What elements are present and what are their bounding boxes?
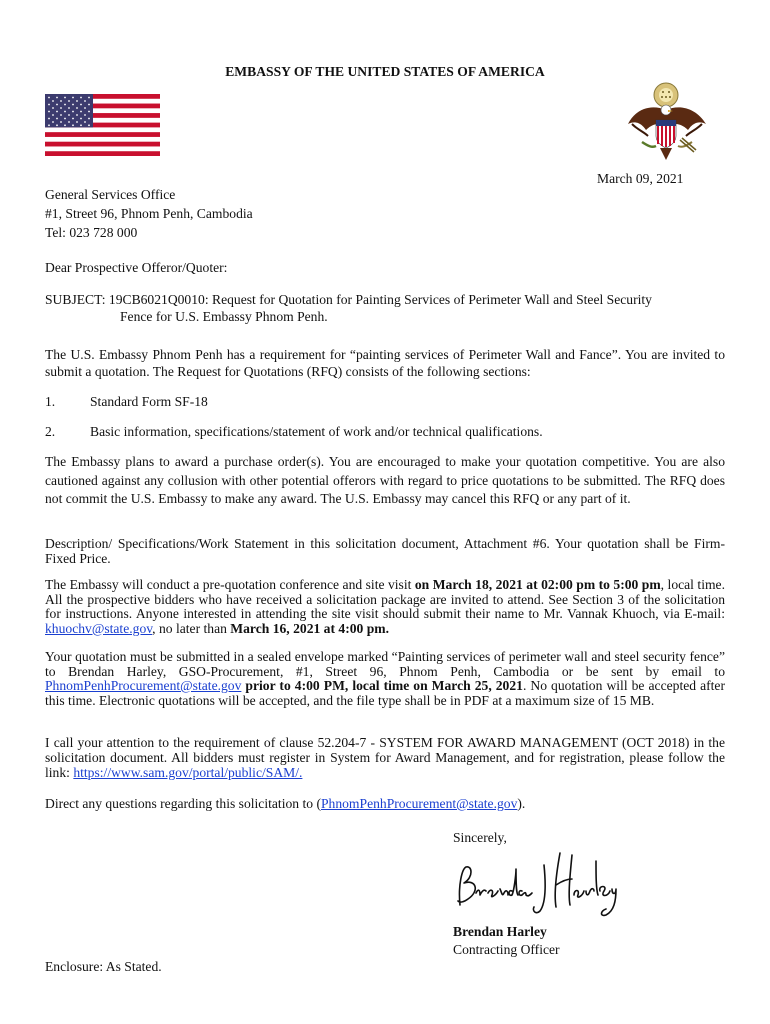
signer-name: Brendan Harley: [453, 924, 547, 939]
conference-deadline-prefix: , no later than: [152, 620, 231, 636]
office-tel: Tel: 023 728 000: [45, 225, 138, 240]
letter-date: March 09, 2021: [597, 171, 684, 186]
sam-paragraph: [45, 735, 725, 780]
list-item-number: 2.: [45, 424, 56, 439]
conference-intro: The Embassy will conduct a pre-quotation conference and site visit: [45, 577, 415, 592]
questions-paragraph: [45, 795, 725, 812]
submission-intro: Your quotation must be submitted in a sealed envelope marked “Painting services of perimeter wall and steel security fence” to Brendan Harley, GSO-Procurement, #1, Street 96, Phnom Penh, Cambodia or be sent by email to: [45, 649, 725, 679]
office-address: [45, 186, 253, 243]
list-item-text: Standard Form SF-18: [90, 394, 208, 409]
closing-sincerely: Sincerely,: [453, 830, 507, 845]
award-paragraph: The Embassy plans to award a purchase order(s). You are encouraged to make your quotation competitive. You are also cautioned against any collusion with other potential offerors with regard to price quotations to be submitted. The RFQ does not commit the U.S. Embassy to make any award. The U.S. Embassy may cancel this RFQ or any part of it.: [45, 454, 725, 506]
list-item-number: 1.: [45, 394, 56, 409]
conference-paragraph: [45, 578, 725, 636]
signer-title: Contracting Officer: [453, 942, 560, 957]
eagle-seal-icon: [622, 80, 712, 162]
us-flag-icon: [45, 94, 160, 156]
salutation: Dear Prospective Offeror/Quoter:: [45, 260, 228, 275]
submission-rest: . No quotation will be accepted after this time. Electronic quotations will be accepted, and the file type shall be in PDF at a maximum size of 15 MB.: [45, 678, 725, 708]
sam-registration-link[interactable]: https://www.sam.gov/portal/public/SAM/.: [73, 765, 303, 780]
intro-paragraph: The U.S. Embassy Phnom Penh has a requirement for “painting services of Perimeter Wall and Fance”. You are invited to submit a quotation. The Request for Quotations (RFQ) consists of the following sections:: [45, 347, 725, 379]
list-item: [45, 393, 208, 410]
questions-text: Direct any questions regarding this solicitation to (: [45, 796, 321, 811]
list-item-text: Basic information, specifications/statement of work and/or technical qualifications.: [90, 424, 543, 439]
embassy-title: EMBASSY OF THE UNITED STATES OF AMERICA: [225, 64, 545, 79]
submission-paragraph: [45, 650, 725, 708]
office-street: #1, Street 96, Phnom Penh, Cambodia: [45, 206, 253, 221]
subject-line-1: SUBJECT: 19CB6021Q0010: Request for Quotation for Painting Services of Perimeter Wall and Steel Security: [45, 292, 652, 307]
conference-details: , local time. All the prospective bidders who have received a solicitation package are invited to attend. See Section 3 of the solicitation for instructions. Anyone interested in attending the site visit should submit their name to Mr. Vannak Khuoch, via E-mail:: [45, 577, 725, 621]
handwritten-signature: [450, 845, 620, 923]
conference-deadline: March 16, 2021 at 4:00 pm.: [230, 620, 390, 636]
questions-email-link[interactable]: PhnomPenhProcurement@state.gov: [320, 796, 518, 811]
procurement-email-link[interactable]: PhnomPenhProcurement@state.gov: [45, 678, 242, 693]
description-paragraph: Description/ Specifications/Work Statement in this solicitation document, Attachment #6. Your quotation shall be Firm-Fixed Price.: [45, 536, 725, 566]
subject-line: [45, 291, 735, 325]
office-name: General Services Office: [45, 187, 176, 202]
questions-close: ).: [517, 796, 526, 811]
enclosure-note: Enclosure: As Stated.: [45, 959, 162, 974]
contact-email-link[interactable]: khuochv@state.gov: [45, 620, 153, 636]
list-item: [45, 423, 543, 440]
subject-line-2: Fence for U.S. Embassy Phnom Penh.: [120, 309, 328, 324]
sam-text: I call your attention to the requirement of clause 52.204-7 - SYSTEM FOR AWARD MANAGEMENT (OCT 2018) in the solicitation document. All bidders must register in System for Award Management, and for registration, please follow the link:: [45, 735, 725, 780]
conference-when: on March 18, 2021 at 02:00 pm to 5:00 pm: [414, 577, 661, 592]
submission-deadline: prior to 4:00 PM, local time on March 25, 2021: [241, 678, 523, 693]
